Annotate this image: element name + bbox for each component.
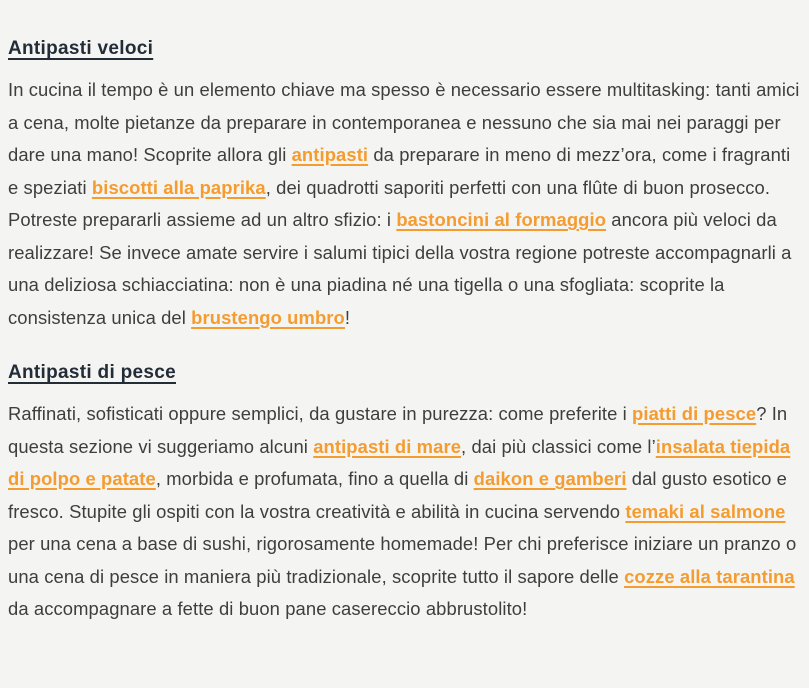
recipe-link-biscotti-alla-paprika[interactable]: biscotti alla paprika xyxy=(91,176,266,198)
paragraph-text: , dai più classici come l’ xyxy=(461,435,656,457)
paragraph-text: ancora più veloci da realizzare! Se invece amate servire i salumi tipici della vostra regione potreste accompagnarli a una deliziosa schiacciatina: non è una piadina né una tigella o una sfogliata: scoprite la consistenza unica del xyxy=(8,209,792,328)
paragraph-text: , morbida e profumata, fino a quella di xyxy=(155,468,474,489)
recipe-link-antipasti-di-mare[interactable]: antipasti di mare xyxy=(313,435,462,457)
section-heading-antipasti-veloci: Antipasti veloci xyxy=(8,38,154,59)
recipe-link-antipasti[interactable]: antipasti xyxy=(291,144,369,165)
paragraph-text: per una cena a base di sushi, rigorosamente homemade! Per chi preferisce iniziare un pranzo o una cena di pesce in maniera più tradizionale, scoprite tutto il sapore delle xyxy=(8,533,797,587)
paragraph-text: , dei quadrotti saporiti perfetti con una flûte di buon prosecco. Potreste prepararli assieme ad un altro sfizio: i xyxy=(8,176,771,230)
recipe-link-bastoncini-al-formaggio[interactable]: bastoncini al formaggio xyxy=(396,209,607,230)
paragraph-text: da preparare in meno di mezz’ora, come i fragranti e speziati xyxy=(8,144,791,198)
recipe-link-cozze-alla-tarantina[interactable]: cozze alla tarantina xyxy=(624,565,795,587)
section-paragraph-antipasti-veloci xyxy=(8,74,803,334)
paragraph-text: dal gusto esotico e fresco. Stupite gli ospiti con la vostra creatività e abilità in cucina servendo xyxy=(8,468,787,522)
paragraph-text: da accompagnare a fette di buon pane casereccio abbrustolito! xyxy=(8,598,528,619)
section-antipasti-veloci xyxy=(8,37,803,334)
paragraph-text: ? In questa sezione vi suggeriamo alcuni xyxy=(8,403,788,457)
recipe-link-daikon-e-gamberi[interactable]: daikon e gamberi xyxy=(473,468,627,489)
recipe-link-piatti-di-pesce[interactable]: piatti di pesce xyxy=(632,403,757,424)
section-paragraph-antipasti-di-pesce xyxy=(8,398,803,626)
paragraph-text: In cucina il tempo è un elemento chiave ma spesso è necessario essere multitasking: tanti amici a cena, molte pietanze da preparare in contemporanea e nessuno che sia mai nei paraggi per dare una mano! Scoprite allora gli xyxy=(8,79,800,165)
recipe-link-temaki-al-salmone[interactable]: temaki al salmone xyxy=(625,500,786,522)
section-antipasti-di-pesce xyxy=(8,361,803,626)
section-heading-antipasti-di-pesce: Antipasti di pesce xyxy=(8,362,176,383)
recipe-link-brustengo-umbro[interactable]: brustengo umbro xyxy=(191,306,345,328)
paragraph-text: ! xyxy=(344,306,351,328)
paragraph-text: Raffinati, sofisticati oppure semplici, da gustare in purezza: come preferite i xyxy=(8,403,633,424)
recipe-link-insalata-tiepida-di-polpo-e-patate[interactable]: insalata tiepida di polpo e patate xyxy=(8,435,791,489)
